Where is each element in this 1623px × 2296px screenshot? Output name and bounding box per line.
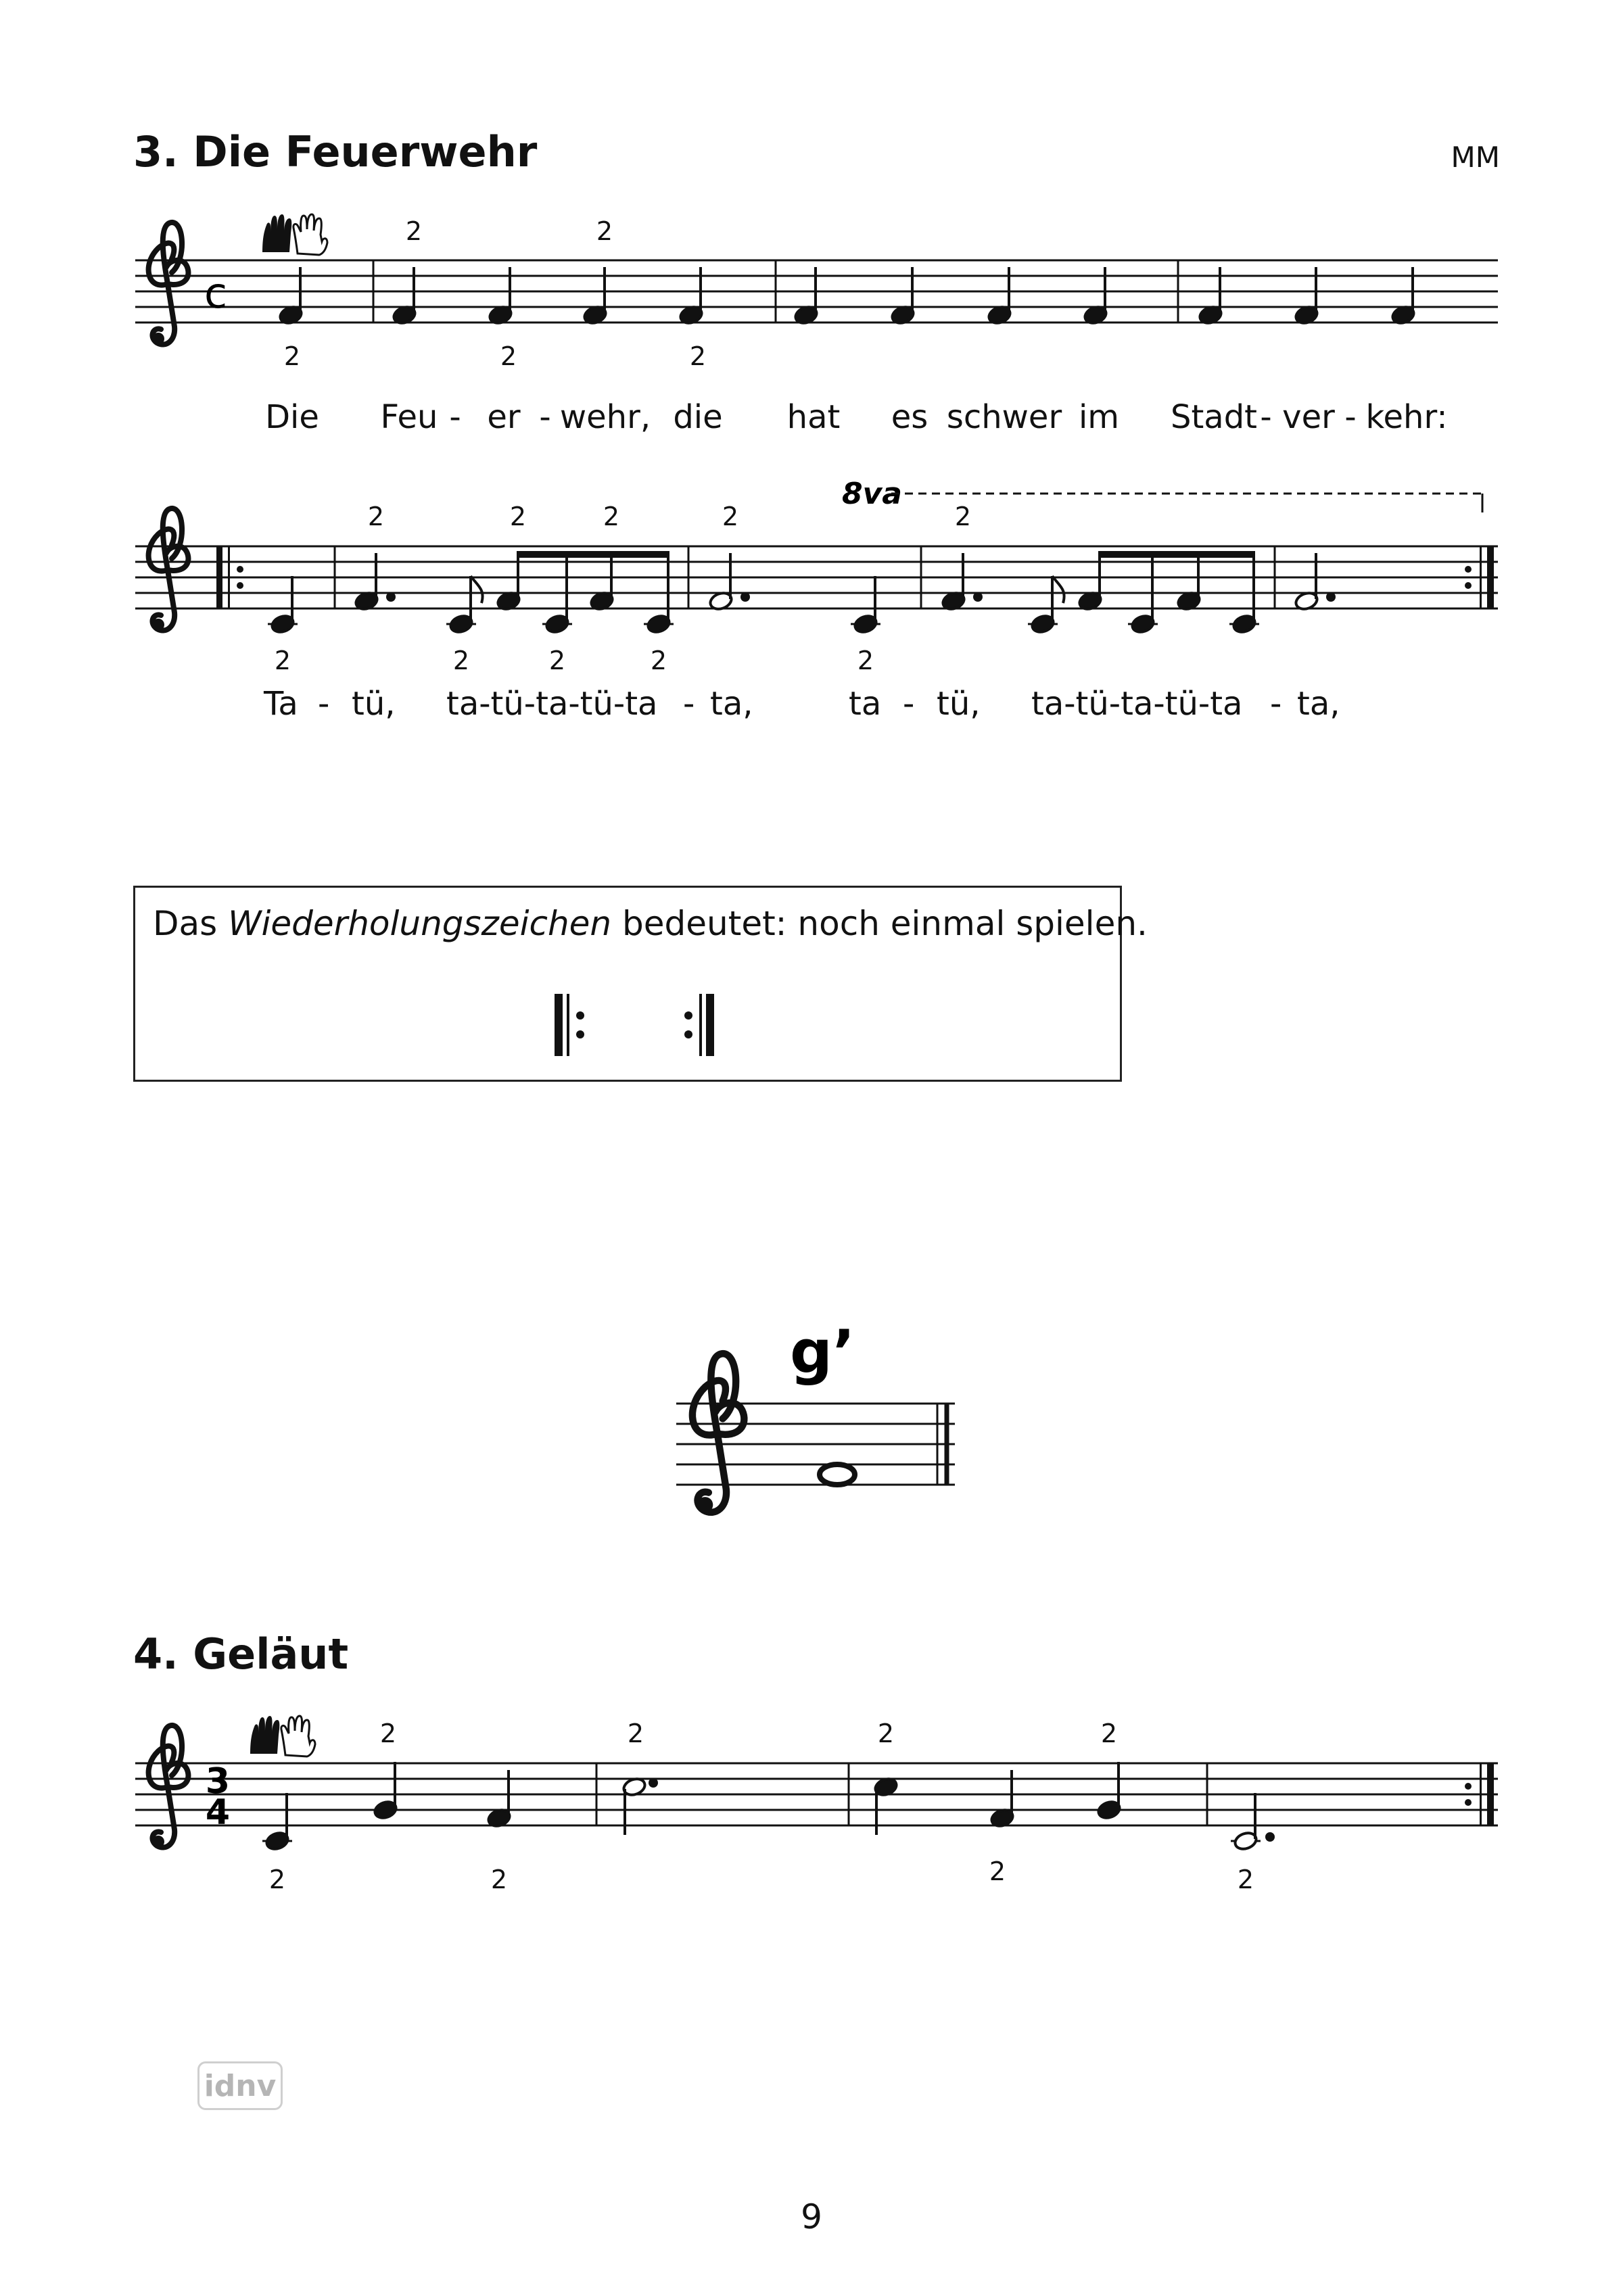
lyric-syllable: Feu	[380, 398, 438, 436]
fingering-number: 2	[596, 216, 613, 246]
notes-system-3	[262, 1762, 1273, 1852]
lyric-syllable: die	[673, 398, 723, 436]
composer-initials: MM	[1451, 141, 1500, 174]
staff-system-2	[135, 546, 1498, 608]
staff-system-3	[135, 1763, 1498, 1825]
info-text-end: bedeutet: noch einmal spielen.	[611, 904, 1148, 943]
lyric-syllable: es	[891, 398, 928, 436]
lyric-hyphen: -	[1344, 398, 1357, 436]
whole-note-g	[820, 1464, 855, 1485]
fingering-number: 2	[500, 341, 517, 371]
lyric-syllable: ta,	[710, 685, 753, 723]
lyric-syllable: ta,	[1297, 685, 1340, 723]
fingering-number: 2	[509, 502, 527, 531]
lyric-syllable: er	[487, 398, 521, 436]
fingering-number: 2	[367, 502, 385, 531]
lyric-hyphen: -	[318, 685, 330, 723]
fingering-number: 2	[268, 1865, 286, 1894]
hands-icon	[250, 1716, 315, 1756]
fingering-number: 2	[405, 216, 423, 246]
fingering-number: 2	[490, 1865, 508, 1894]
fingering-number: 2	[548, 646, 566, 675]
treble-clef-icon	[149, 508, 189, 631]
treble-clef-icon	[149, 222, 189, 345]
info-text-term: Wiederholungszeichen	[228, 904, 612, 943]
fingering-number: 2	[877, 1719, 895, 1748]
page-number: 9	[801, 2197, 822, 2237]
lyric-syllable: hat	[786, 398, 841, 436]
fingering-number: 2	[274, 646, 291, 675]
lyric-syllable: im	[1078, 398, 1120, 436]
fingering-number: 2	[283, 341, 301, 371]
fingering-number: 2	[650, 646, 667, 675]
lyric-syllable: ta-tü-ta-tü-ta	[1031, 685, 1243, 723]
time-signature-common: c	[204, 268, 228, 318]
fingering-number: 2	[627, 1719, 644, 1748]
fingering-number: 2	[452, 646, 470, 675]
lyric-syllable: Ta	[264, 685, 298, 723]
song-title-gelaeut: 4. Geläut	[133, 1629, 349, 1679]
repeat-sign-icon	[555, 994, 714, 1056]
fingering-number: 2	[1237, 1865, 1254, 1894]
hands-icon	[262, 214, 327, 255]
time-signature-top: 3	[205, 1761, 231, 1802]
fingering-number: 2	[689, 341, 707, 371]
lyric-syllable: Die	[265, 398, 319, 436]
note-label: g’	[790, 1317, 855, 1387]
fingering-number: 2	[722, 502, 739, 531]
lyric-syllable: ver	[1282, 398, 1335, 436]
lyric-syllable: wehr,	[559, 398, 651, 436]
lyric-syllable: ta-tü-ta-tü-ta	[446, 685, 658, 723]
fingering-number: 2	[1100, 1719, 1118, 1748]
publisher-logo: idnv	[197, 2061, 283, 2110]
lyric-hyphen: -	[449, 398, 461, 436]
fingering-number: 2	[989, 1857, 1006, 1886]
lyric-hyphen: -	[683, 685, 695, 723]
lyric-hyphen: -	[1270, 685, 1282, 723]
treble-clef-icon	[149, 1725, 189, 1848]
time-signature-bottom: 4	[205, 1792, 231, 1833]
treble-clef-icon	[692, 1354, 744, 1512]
lyric-syllable: Stadt	[1171, 398, 1257, 436]
lyric-syllable: tü,	[937, 685, 981, 723]
info-text-start: Das	[153, 904, 229, 943]
lyric-hyphen: -	[539, 398, 551, 436]
fingering-number: 2	[857, 646, 874, 675]
song-title-feuerwehr: 3. Die Feuerwehr	[133, 127, 538, 176]
lyric-syllable: ta	[849, 685, 882, 723]
fingering-number: 2	[954, 502, 972, 531]
fingering-number: 2	[379, 1719, 397, 1748]
lyric-syllable: schwer	[946, 398, 1062, 436]
lyric-syllable: kehr:	[1365, 398, 1448, 436]
octave-mark: 8va	[842, 477, 902, 511]
fingering-number: 2	[603, 502, 620, 531]
lyric-hyphen: -	[903, 685, 915, 723]
lyric-hyphen: -	[1260, 398, 1272, 436]
lyric-syllable: tü,	[352, 685, 396, 723]
